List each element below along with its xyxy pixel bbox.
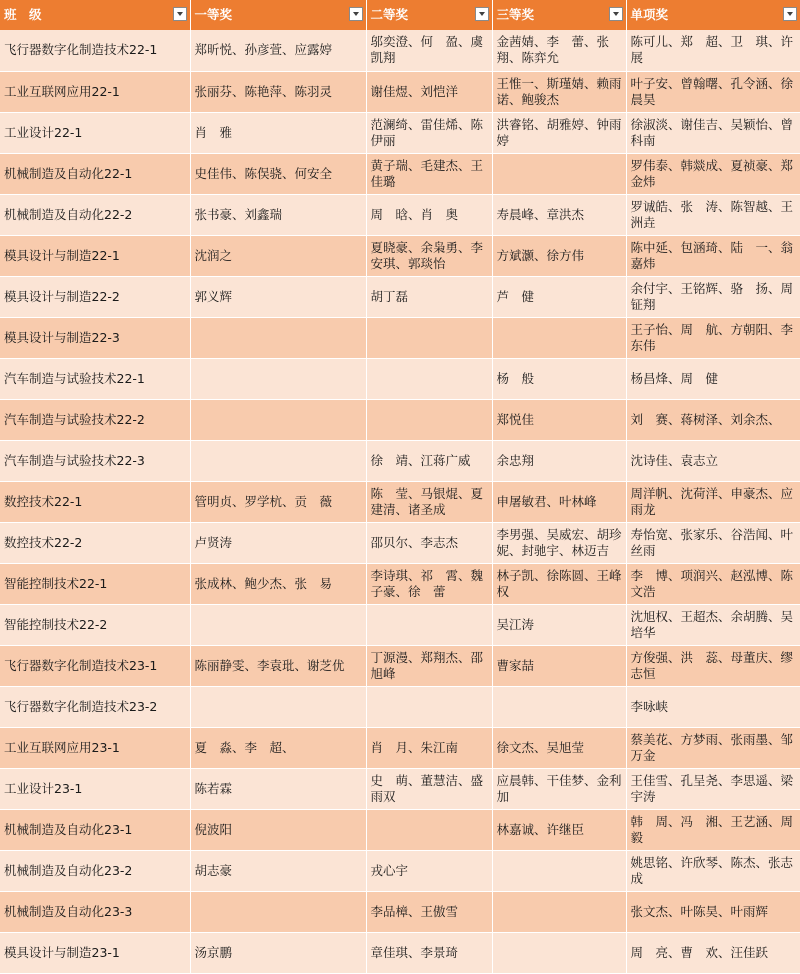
cell-class[interactable]: 数控技术22-1 (0, 481, 190, 522)
header-class (0, 0, 190, 30)
cell-second-prize[interactable]: 徐 靖、江蒋广威 (366, 440, 492, 481)
cell-single-award[interactable]: 姚思铭、许欣琴、陈杰、张志成 (626, 850, 800, 891)
cell-class[interactable]: 飞行器数字化制造技术23-1 (0, 645, 190, 686)
table-row (0, 112, 800, 153)
cell-first-prize[interactable]: 郭义辉 (190, 276, 366, 317)
cell-class[interactable]: 机械制造及自动化23-3 (0, 891, 190, 932)
cell-third-prize[interactable] (492, 686, 626, 727)
cell-single-award[interactable]: 张文杰、叶陈昊、叶雨辉 (626, 891, 800, 932)
cell-third-prize[interactable]: 林嘉诚、许继臣 (492, 809, 626, 850)
cell-single-award[interactable]: 沈旭权、王超杰、余胡腾、吴培华 (626, 604, 800, 645)
cell-third-prize[interactable] (492, 932, 626, 973)
cell-third-prize[interactable]: 李男强、吴威宏、胡珍妮、封驰宇、林迈吉 (492, 522, 626, 563)
cell-single-award[interactable]: 罗诚皓、张 涛、陈智越、王洲垚 (626, 194, 800, 235)
cell-third-prize[interactable]: 吴江涛 (492, 604, 626, 645)
cell-first-prize[interactable] (190, 358, 366, 399)
cell-second-prize[interactable]: 史 萌、董慧洁、盛雨双 (366, 768, 492, 809)
filter-dropdown-icon[interactable] (609, 7, 623, 21)
cell-single-award[interactable]: 蔡美花、方梦雨、张雨墨、邹万金 (626, 727, 800, 768)
cell-single-award[interactable]: 余付宇、王铭辉、骆 扬、周钲翔 (626, 276, 800, 317)
table-row (0, 850, 800, 891)
cell-first-prize[interactable]: 卢贤涛 (190, 522, 366, 563)
cell-class[interactable]: 飞行器数字化制造技术23-2 (0, 686, 190, 727)
cell-first-prize[interactable]: 张丽芬、陈艳萍、陈羽灵 (190, 71, 366, 112)
header-second-prize-label: 二等奖 (370, 7, 409, 22)
cell-second-prize[interactable]: 夏晓豪、余枭勇、李安琪、郭琰怡 (366, 235, 492, 276)
table-row (0, 686, 800, 727)
table-row (0, 399, 800, 440)
cell-first-prize[interactable] (190, 317, 366, 358)
cell-second-prize[interactable]: 范澜绮、雷佳烯、陈伊丽 (366, 112, 492, 153)
cell-second-prize[interactable]: 丁源漫、郑翔杰、邵旭峰 (366, 645, 492, 686)
cell-third-prize[interactable]: 林子凯、徐陈圆、王峰权 (492, 563, 626, 604)
cell-second-prize[interactable] (366, 686, 492, 727)
cell-class[interactable]: 机械制造及自动化22-2 (0, 194, 190, 235)
cell-third-prize[interactable]: 徐文杰、吴旭莹 (492, 727, 626, 768)
cell-class[interactable]: 工业设计22-1 (0, 112, 190, 153)
cell-third-prize[interactable]: 申屠敏君、叶林峰 (492, 481, 626, 522)
header-second-prize (366, 0, 492, 30)
cell-third-prize[interactable]: 王惟一、斯瑾婧、赖雨诺、鲍骏杰 (492, 71, 626, 112)
cell-third-prize[interactable]: 杨 般 (492, 358, 626, 399)
cell-class[interactable]: 模具设计与制造23-1 (0, 932, 190, 973)
cell-single-award[interactable]: 寿怡宽、张家乐、谷浩闻、叶丝雨 (626, 522, 800, 563)
cell-class[interactable]: 智能控制技术22-1 (0, 563, 190, 604)
cell-single-award[interactable]: 李咏峡 (626, 686, 800, 727)
cell-second-prize[interactable]: 陈 莹、马银焜、夏建清、诸圣成 (366, 481, 492, 522)
cell-first-prize[interactable]: 史佳伟、陈俣骁、何安全 (190, 153, 366, 194)
cell-third-prize[interactable] (492, 891, 626, 932)
table-row (0, 358, 800, 399)
cell-second-prize[interactable]: 李品樟、王傲雪 (366, 891, 492, 932)
table-row (0, 30, 800, 71)
cell-first-prize[interactable]: 汤京鹏 (190, 932, 366, 973)
cell-first-prize[interactable] (190, 440, 366, 481)
cell-class[interactable]: 工业互联网应用22-1 (0, 71, 190, 112)
cell-second-prize[interactable] (366, 399, 492, 440)
cell-first-prize[interactable]: 肖 雅 (190, 112, 366, 153)
cell-second-prize[interactable] (366, 604, 492, 645)
cell-single-award[interactable]: 周洋帆、沈荷洋、申豪杰、应雨龙 (626, 481, 800, 522)
cell-first-prize[interactable]: 管明贞、罗学杭、贡 薇 (190, 481, 366, 522)
cell-second-prize[interactable]: 李诗琪、祁 霄、魏子豪、徐 蕾 (366, 563, 492, 604)
cell-first-prize[interactable]: 张书豪、刘鑫瑞 (190, 194, 366, 235)
cell-third-prize[interactable]: 余忠翔 (492, 440, 626, 481)
cell-class[interactable]: 模具设计与制造22-2 (0, 276, 190, 317)
header-first-prize-label: 一等奖 (194, 7, 233, 22)
cell-class[interactable]: 智能控制技术22-2 (0, 604, 190, 645)
header-third-prize (492, 0, 626, 30)
cell-third-prize[interactable] (492, 153, 626, 194)
cell-first-prize[interactable]: 陈丽静雯、李袁玭、谢芝优 (190, 645, 366, 686)
table-row (0, 276, 800, 317)
filter-dropdown-icon[interactable] (783, 7, 797, 21)
cell-class[interactable]: 汽车制造与试验技术22-3 (0, 440, 190, 481)
cell-single-award[interactable]: 刘 赛、蒋树泽、刘余杰、 (626, 399, 800, 440)
table-row (0, 563, 800, 604)
cell-second-prize[interactable]: 章佳琪、李景琦 (366, 932, 492, 973)
table-row (0, 440, 800, 481)
cell-third-prize[interactable]: 洪睿铭、胡雅婷、钟雨婷 (492, 112, 626, 153)
cell-third-prize[interactable]: 郑悦佳 (492, 399, 626, 440)
cell-first-prize[interactable] (190, 399, 366, 440)
cell-single-award[interactable]: 韩 周、冯 湘、王艺涵、周毅 (626, 809, 800, 850)
cell-single-award[interactable]: 沈诗佳、袁志立 (626, 440, 800, 481)
cell-single-award[interactable]: 李 博、项润兴、赵泓博、陈文浩 (626, 563, 800, 604)
header-row (0, 0, 800, 30)
cell-second-prize[interactable]: 邬奕澄、何 盈、虞凯翔 (366, 30, 492, 71)
cell-class[interactable]: 模具设计与制造22-3 (0, 317, 190, 358)
cell-class[interactable]: 机械制造及自动化22-1 (0, 153, 190, 194)
table-header (0, 0, 800, 30)
cell-class[interactable]: 汽车制造与试验技术22-1 (0, 358, 190, 399)
cell-third-prize[interactable]: 金茜婧、李 蕾、张翔、陈弈允 (492, 30, 626, 71)
filter-dropdown-icon[interactable] (173, 7, 187, 21)
header-class-label: 班 级 (4, 7, 42, 22)
cell-third-prize[interactable]: 曹家喆 (492, 645, 626, 686)
table-row (0, 153, 800, 194)
cell-first-prize[interactable] (190, 604, 366, 645)
cell-second-prize[interactable] (366, 317, 492, 358)
table-row (0, 235, 800, 276)
header-third-prize-label: 三等奖 (496, 7, 535, 22)
filter-dropdown-icon[interactable] (349, 7, 363, 21)
table-row (0, 317, 800, 358)
cell-second-prize[interactable]: 戎心宇 (366, 850, 492, 891)
cell-class[interactable]: 汽车制造与试验技术22-2 (0, 399, 190, 440)
table-row (0, 481, 800, 522)
cell-third-prize[interactable]: 芦 健 (492, 276, 626, 317)
cell-second-prize[interactable]: 肖 月、朱江南 (366, 727, 492, 768)
cell-third-prize[interactable]: 方斌灏、徐方伟 (492, 235, 626, 276)
cell-first-prize[interactable]: 夏 淼、李 超、 (190, 727, 366, 768)
table-row (0, 932, 800, 973)
cell-third-prize[interactable]: 寿晨峰、章洪杰 (492, 194, 626, 235)
table-body (0, 30, 800, 973)
cell-first-prize[interactable]: 张成林、鲍少杰、张 易 (190, 563, 366, 604)
cell-single-award[interactable]: 王子怡、周 航、方朝阳、李东伟 (626, 317, 800, 358)
cell-first-prize[interactable] (190, 891, 366, 932)
table-row (0, 194, 800, 235)
cell-single-award[interactable]: 罗伟泰、韩燚成、夏祯豪、郑金炜 (626, 153, 800, 194)
cell-first-prize[interactable]: 陈若霖 (190, 768, 366, 809)
cell-single-award[interactable]: 叶子安、曾翰曙、孔令涵、徐晨昊 (626, 71, 800, 112)
header-single-award (626, 0, 800, 30)
table-row (0, 768, 800, 809)
table-row (0, 71, 800, 112)
cell-first-prize[interactable] (190, 686, 366, 727)
table-row (0, 727, 800, 768)
cell-third-prize[interactable] (492, 850, 626, 891)
cell-first-prize[interactable]: 倪波阳 (190, 809, 366, 850)
cell-class[interactable]: 数控技术22-2 (0, 522, 190, 563)
cell-first-prize[interactable]: 郑昕悦、孙彦萱、应露婷 (190, 30, 366, 71)
table-row (0, 604, 800, 645)
cell-class[interactable]: 工业互联网应用23-1 (0, 727, 190, 768)
cell-single-award[interactable]: 周 亮、曹 欢、汪佳跃 (626, 932, 800, 973)
cell-second-prize[interactable]: 邵贝尔、李志杰 (366, 522, 492, 563)
table-row (0, 522, 800, 563)
cell-single-award[interactable]: 方俊强、洪 蕊、母董庆、缪志恒 (626, 645, 800, 686)
cell-class[interactable]: 工业设计23-1 (0, 768, 190, 809)
cell-second-prize[interactable]: 谢佳煜、刘恺洋 (366, 71, 492, 112)
header-single-award-label: 单项奖 (630, 7, 669, 22)
cell-second-prize[interactable]: 胡丁磊 (366, 276, 492, 317)
cell-class[interactable]: 机械制造及自动化23-1 (0, 809, 190, 850)
cell-single-award[interactable]: 徐淑淡、谢佳吉、吴颖怡、曾科南 (626, 112, 800, 153)
cell-first-prize[interactable]: 胡志豪 (190, 850, 366, 891)
filter-dropdown-icon[interactable] (475, 7, 489, 21)
table-row (0, 809, 800, 850)
table-row (0, 645, 800, 686)
header-first-prize (190, 0, 366, 30)
table-row (0, 891, 800, 932)
cell-second-prize[interactable] (366, 809, 492, 850)
cell-second-prize[interactable]: 黄子瑞、毛建杰、王佳璐 (366, 153, 492, 194)
cell-second-prize[interactable] (366, 358, 492, 399)
cell-third-prize[interactable]: 应晨韩、干佳梦、金利加 (492, 768, 626, 809)
cell-single-award[interactable]: 王佳雪、孔呈尧、李思遥、梁宇涛 (626, 768, 800, 809)
cell-class[interactable]: 模具设计与制造22-1 (0, 235, 190, 276)
cell-single-award[interactable]: 杨昌烽、周 健 (626, 358, 800, 399)
cell-third-prize[interactable] (492, 317, 626, 358)
cell-single-award[interactable]: 陈可儿、郑 超、卫 琪、许展 (626, 30, 800, 71)
cell-class[interactable]: 机械制造及自动化23-2 (0, 850, 190, 891)
cell-single-award[interactable]: 陈中延、包涵琦、陆 一、翁嘉炜 (626, 235, 800, 276)
cell-second-prize[interactable]: 周 晗、肖 奥 (366, 194, 492, 235)
cell-class[interactable]: 飞行器数字化制造技术22-1 (0, 30, 190, 71)
cell-first-prize[interactable]: 沈润之 (190, 235, 366, 276)
